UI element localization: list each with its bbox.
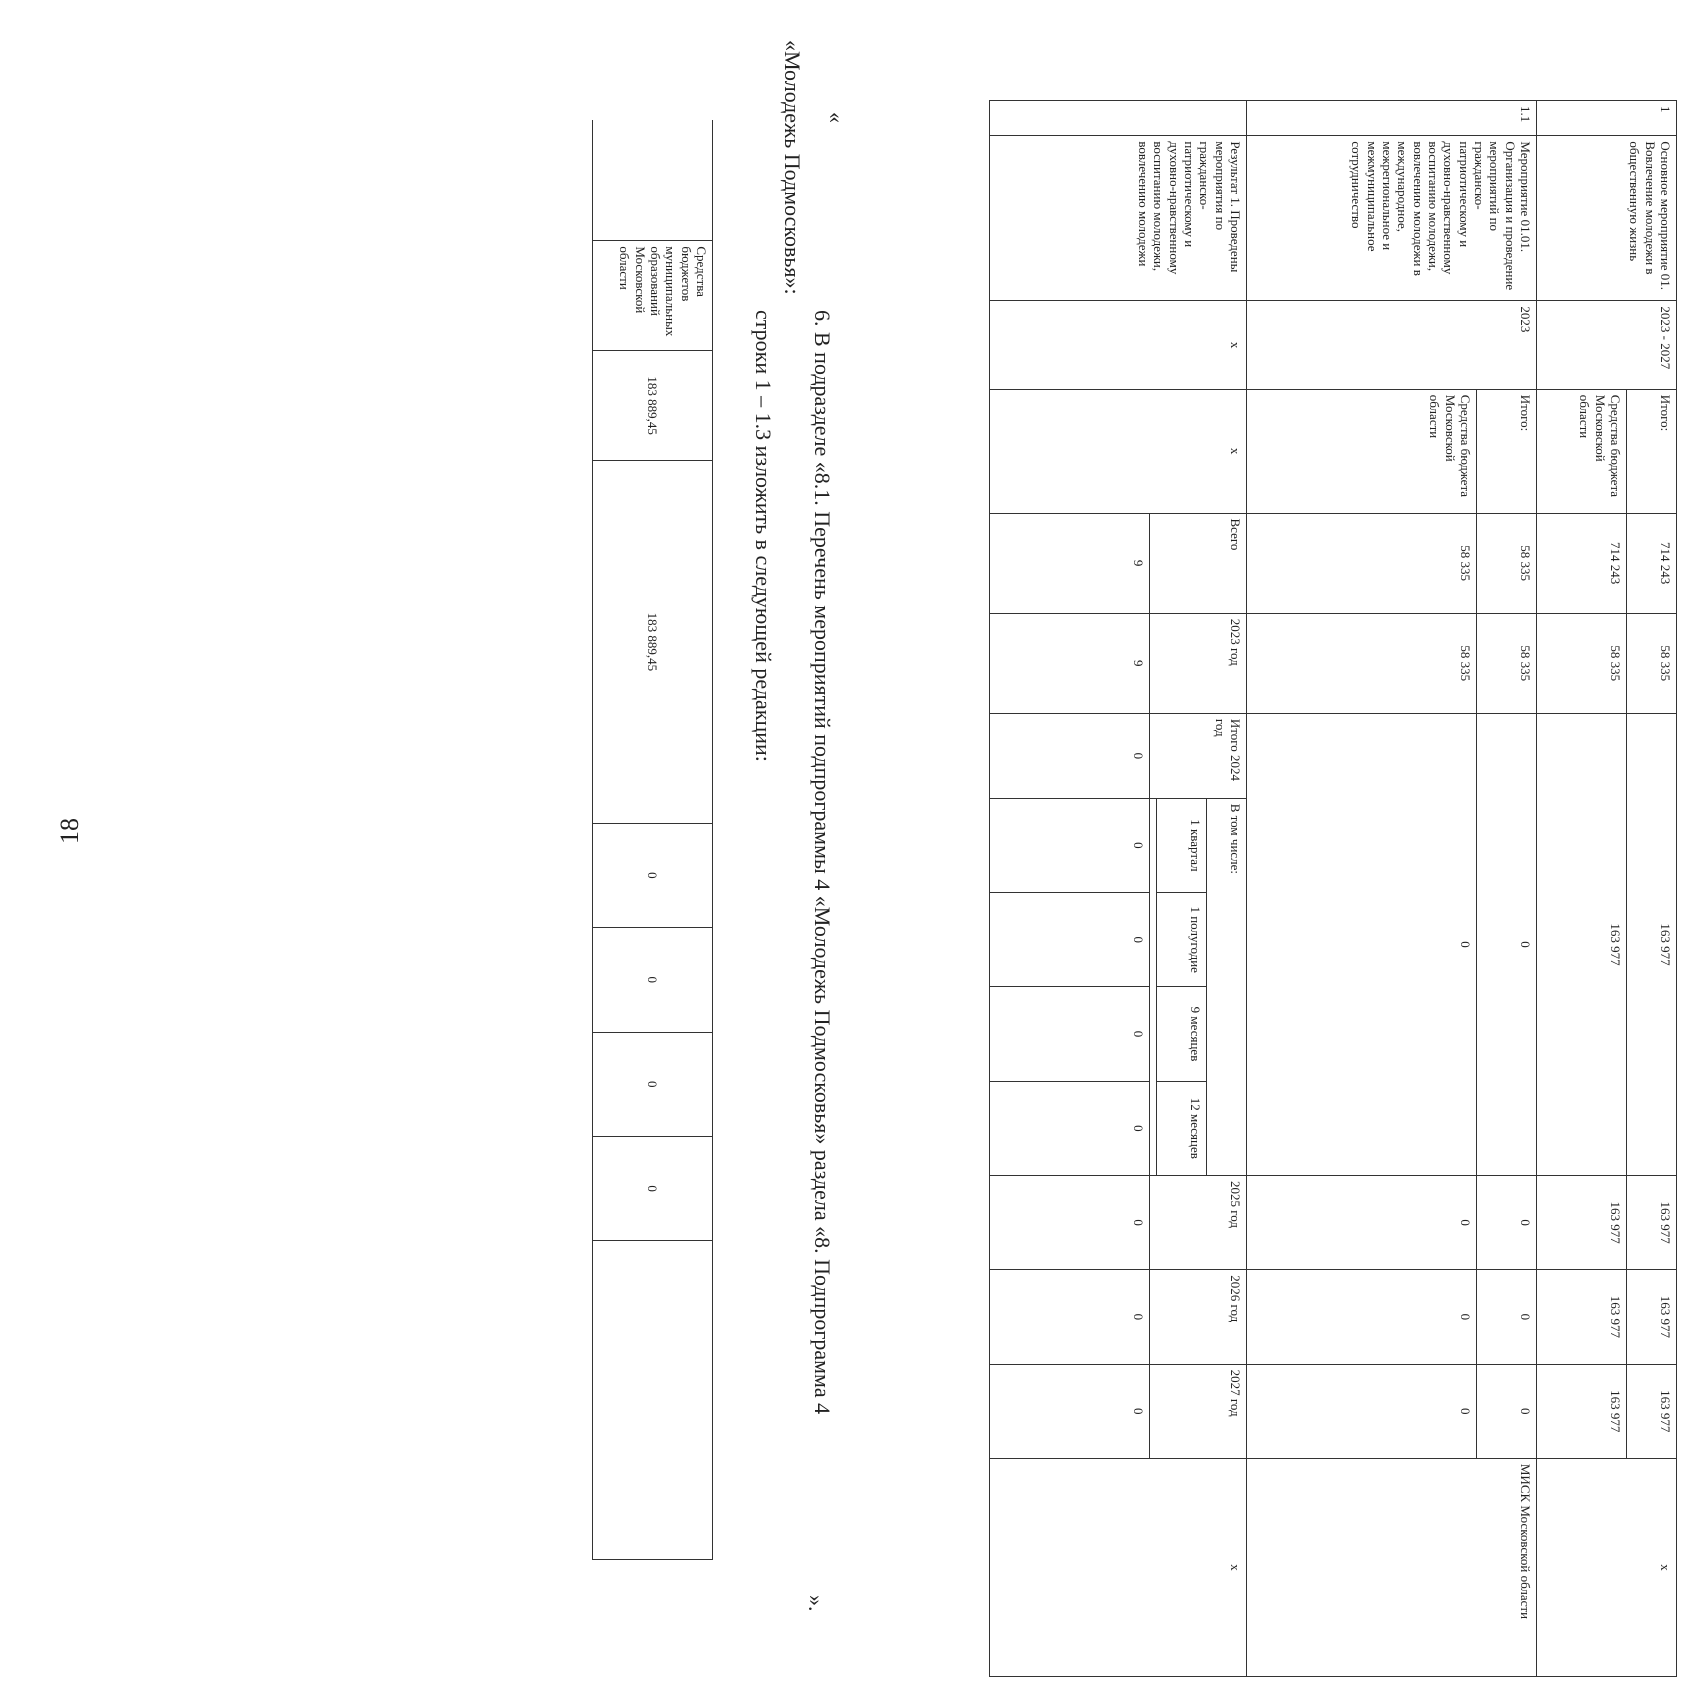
row-2026: 163 977 bbox=[1537, 1270, 1627, 1364]
row-total: 714 243 bbox=[1537, 513, 1627, 613]
header-including: В том числе: bbox=[1207, 798, 1247, 1175]
header-9-months: 9 месяцев bbox=[1157, 987, 1207, 1081]
row-2026: 0 bbox=[1477, 1270, 1537, 1364]
table-row bbox=[1627, 101, 1677, 1677]
table-row bbox=[1207, 101, 1247, 1677]
row-title: Основное мероприятие 01. Вовлечение молодежи в общественную жизнь bbox=[1537, 136, 1677, 301]
row-years: x bbox=[990, 301, 1247, 389]
row-2026: 163 977 bbox=[1627, 1270, 1677, 1364]
row-2023: 58 335 bbox=[1627, 613, 1677, 713]
row-total: 58 335 bbox=[1477, 513, 1537, 613]
value-2026: 0 bbox=[990, 1270, 1150, 1364]
row-responsible: x bbox=[990, 1458, 1247, 1676]
row-2027: 163 977 bbox=[1627, 1364, 1677, 1458]
row-2027: 0 bbox=[1247, 1364, 1477, 1458]
rotated-page bbox=[497, 0, 1697, 1697]
row-total: 714 243 bbox=[1627, 513, 1677, 613]
row-source: Итого: bbox=[1477, 389, 1537, 513]
value-2027: 0 bbox=[990, 1364, 1150, 1458]
row-2023: 58 335 bbox=[1537, 613, 1627, 713]
value-q1: 0 bbox=[990, 798, 1150, 892]
row-years: 2023 bbox=[1247, 301, 1537, 389]
value-2023: 9 bbox=[990, 613, 1150, 713]
row-title: Результат 1. Проведены мероприятия по гражданско-патриотическому и духовно-нравственному воспитанию молодежи, вовлечению молодежи bbox=[990, 136, 1247, 301]
row-2024: 163 977 bbox=[1627, 713, 1677, 1175]
row-number: 1 bbox=[1537, 101, 1677, 136]
cell-funding-source: Средства бюджетов муниципальных образований Московской области bbox=[593, 241, 713, 351]
value-half-year: 0 bbox=[990, 893, 1150, 987]
cell-2025: 0 bbox=[593, 928, 713, 1032]
header-total: Всего bbox=[1150, 513, 1247, 613]
cell-2023: 183 889,45 bbox=[593, 461, 713, 824]
row-2026: 0 bbox=[1247, 1270, 1477, 1364]
value-9-months: 0 bbox=[990, 987, 1150, 1081]
cell-total: 183 889,45 bbox=[593, 351, 713, 461]
row-total: 58 335 bbox=[1247, 513, 1477, 613]
header-itogo-2024: Итого 2024 год bbox=[1150, 713, 1247, 798]
row-number bbox=[990, 101, 1247, 136]
cell-2026: 0 bbox=[593, 1032, 713, 1136]
row-years: 2023 - 2027 bbox=[1537, 301, 1677, 389]
cell-2024: 0 bbox=[593, 823, 713, 927]
cell-2027: 0 bbox=[593, 1136, 713, 1240]
row-2024: 0 bbox=[1247, 713, 1477, 1175]
header-2023: 2023 год bbox=[1150, 613, 1247, 713]
header-q1: 1 квартал bbox=[1157, 798, 1207, 892]
value-total: 9 bbox=[990, 513, 1150, 613]
paragraph-line-3: строки 1 – 1.3 изложить в следующей редакции: bbox=[750, 310, 776, 762]
row-2025: 163 977 bbox=[1537, 1175, 1627, 1269]
header-12-months: 12 месяцев bbox=[1157, 1081, 1207, 1175]
row-2025: 0 bbox=[1477, 1175, 1537, 1269]
row-source: Средства бюджета Московской области bbox=[1537, 389, 1627, 513]
row-2027: 0 bbox=[1477, 1364, 1537, 1458]
cell-empty bbox=[593, 1241, 713, 1560]
row-2024: 163 977 bbox=[1537, 713, 1627, 1175]
top-table-fragment bbox=[592, 120, 713, 1560]
header-2027: 2027 год bbox=[1150, 1364, 1247, 1458]
row-responsible: МИСК Московской области bbox=[1247, 1458, 1537, 1676]
row-2027: 163 977 bbox=[1537, 1364, 1627, 1458]
header-2026: 2026 год bbox=[1150, 1270, 1247, 1364]
row-2023: 58 335 bbox=[1477, 613, 1537, 713]
amendment-paragraph bbox=[748, 40, 837, 1640]
row-2025: 163 977 bbox=[1627, 1175, 1677, 1269]
activities-table bbox=[989, 100, 1677, 1677]
quote-open: « bbox=[824, 112, 849, 123]
row-responsible: x bbox=[1537, 1458, 1677, 1676]
page-number: 18 bbox=[55, 818, 84, 844]
quote-close: ». bbox=[804, 1595, 829, 1612]
row-2023: 58 335 bbox=[1247, 613, 1477, 713]
table-row bbox=[1477, 101, 1537, 1677]
header-2025: 2025 год bbox=[1150, 1175, 1247, 1269]
header-half-year: 1 полугодие bbox=[1157, 893, 1207, 987]
row-title: Мероприятие 01.01. Организация и проведение мероприятий по гражданско-патриотическому и духовно-нравственному воспитанию молодежи, вовлечению молодежи в международное, межрегиональное и межмуниципальное сотрудничество bbox=[1247, 136, 1537, 301]
paragraph-line-2: «Молодежь Подмосковья»: bbox=[780, 40, 806, 295]
row-source: Итого: bbox=[1627, 389, 1677, 513]
row-source: x bbox=[990, 389, 1247, 513]
value-12-months: 0 bbox=[990, 1081, 1150, 1175]
row-2025: 0 bbox=[1247, 1175, 1477, 1269]
row-source: Средства бюджета Московской области bbox=[1247, 389, 1477, 513]
value-2025: 0 bbox=[990, 1175, 1150, 1269]
paragraph-line-1: 6. В подразделе «8.1. Перечень мероприятий подпрограммы 4 «Молодежь Подмосковья» раздела «8. Подпрограмма 4 bbox=[810, 310, 835, 1415]
value-itogo-2024: 0 bbox=[990, 713, 1150, 798]
row-2024: 0 bbox=[1477, 713, 1537, 1175]
row-number: 1.1 bbox=[1247, 101, 1537, 136]
